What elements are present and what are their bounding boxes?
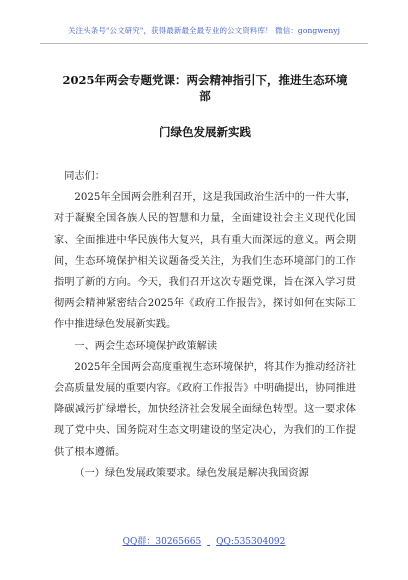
footer-qq-group: QQ群：30265665 (122, 537, 202, 547)
document-body (54, 166, 356, 484)
footer-contact (0, 534, 408, 547)
footer-qq: QQ:535304092 (216, 537, 286, 547)
paragraph: 2025年全国两会胜利召开，这是我国政治生活中的一件大事，对于凝聚全国各族人民的智慧和力量，全面建设社会主义现代化国家、全面推进中华民族伟大复兴，具有重大而深远的意义。两会期间，生态环境保护相关议题备受关注，为我们生态环境部门的工作指明了新的方向。今天，我们召开这次专题党课，旨在深入学习贯彻两会精神紧密结合2025年《政府工作报告》，探讨如何在实际工作中推进绿色发展新实践。 (54, 192, 356, 331)
document-title-line-2: 门绿色发展新实践 (159, 125, 251, 139)
header-divider (40, 43, 368, 44)
section-heading: 一、两会生态环境保护政策解读 (74, 340, 218, 352)
document-title-line-1: 2025年两会专题党课：两会精神指引下，推进生态环境部 (62, 73, 348, 103)
subsection-heading: （一）绿色发展政策要求。绿色发展是解决我国资源 (74, 467, 309, 479)
paragraph: 2025年全国两会高度重视生态环境保护，将其作为推动经济社会高质量发展的重要内容。《政府工作报告》中明确提出，协同推进降碳减污扩绿增长，加快经济社会发展全面绿色转型。这一要求体现了党中央、国务院对生态文明建设的坚定决心，为我们的工作提供了根本遵循。 (54, 361, 356, 458)
salutation: 同志们： (64, 171, 105, 182)
header-note: 关注头条号"公文研究"，获得最新最全最专业的公文资料库！ 微信：gongwenyj (67, 26, 341, 35)
